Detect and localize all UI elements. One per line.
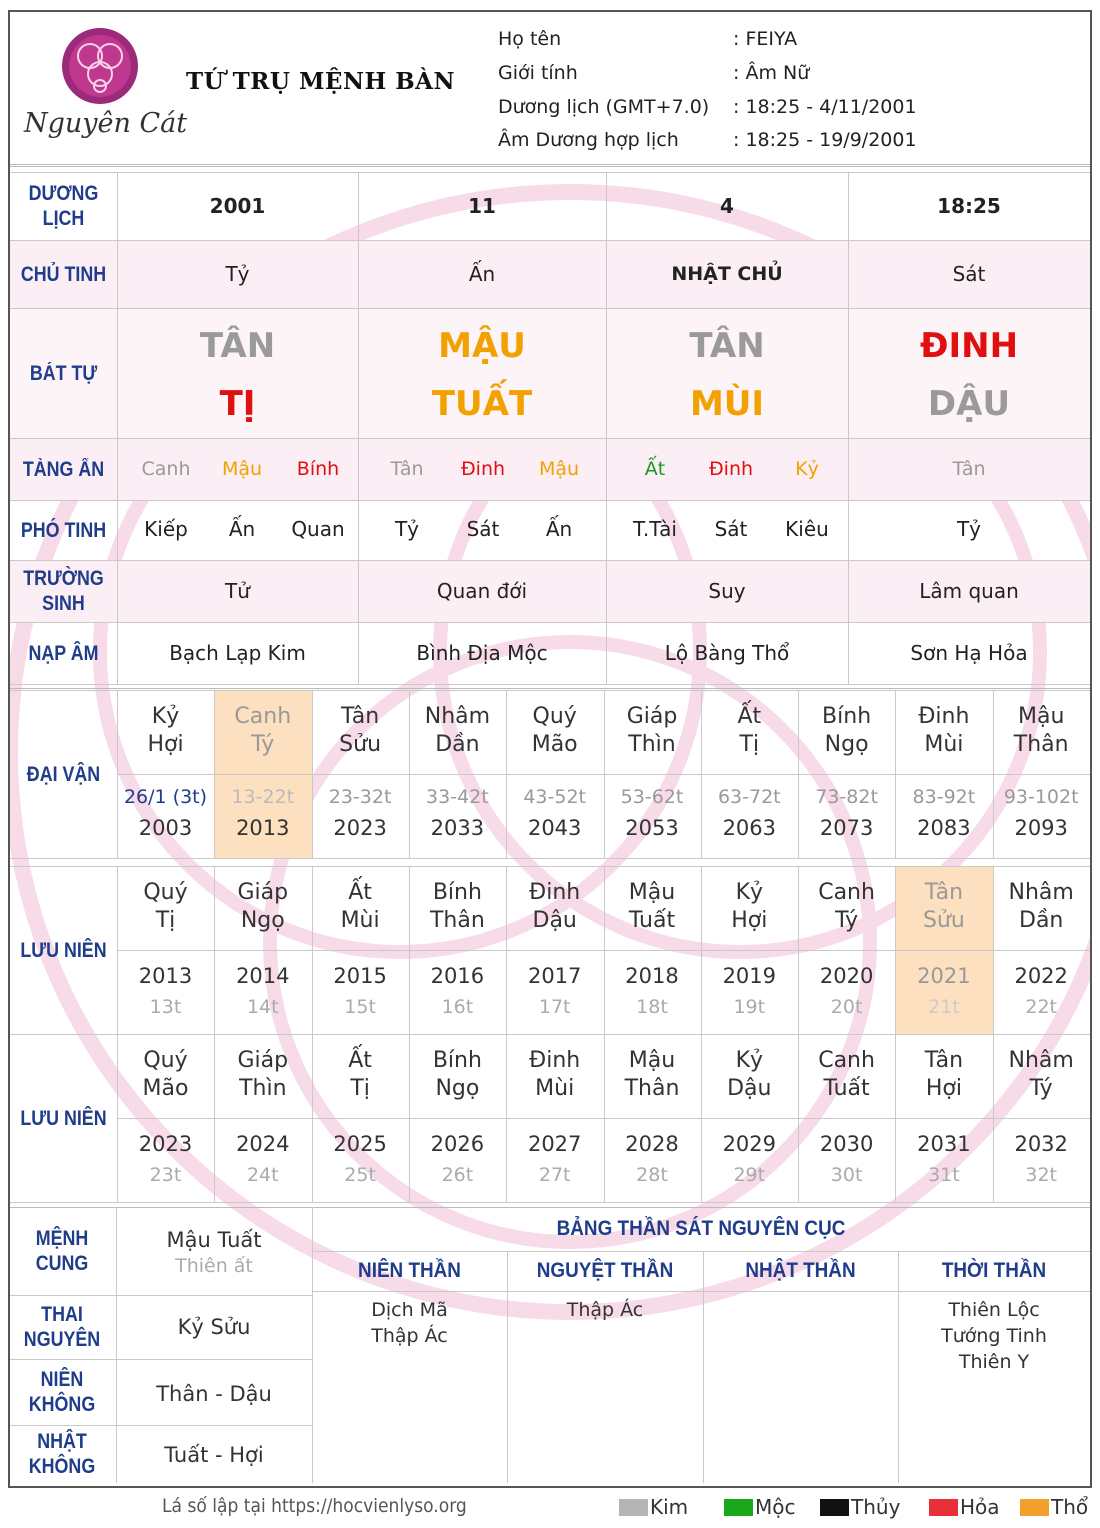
cycle-year: 2014 (236, 964, 290, 988)
legend-label: Kim (650, 1495, 689, 1519)
cycle-branch: Thân (1013, 732, 1069, 757)
divider (507, 1251, 508, 1483)
nien-khong-value: Thân - Dậu (156, 1382, 272, 1406)
cycle-stem: Quý (143, 1048, 188, 1073)
cycle-branch: Tý (251, 732, 275, 757)
cycle-year: 2013 (236, 816, 290, 840)
legend-swatch (929, 1499, 958, 1516)
than-sat-item: Thập Ác (371, 1325, 448, 1347)
cycle-year: 2015 (333, 964, 387, 988)
cycle-branch: Mùi (340, 908, 380, 933)
divider (10, 1034, 1090, 1035)
row-label-menh_cung: MỆNH CUNG (35, 1227, 89, 1275)
cycle-branch: Mùi (535, 1076, 575, 1101)
legend-label: Mộc (755, 1495, 796, 1519)
cycle-stem: Mậu (628, 880, 676, 905)
cycle-branch: Thân (624, 1076, 680, 1101)
sub-star: Kiêu (785, 517, 829, 541)
cycle-stem: Đinh (918, 704, 970, 729)
earthly-branch: TUẤT (431, 384, 533, 424)
hidden-stem: Ất (644, 458, 666, 480)
cycle-age: 83-92t (912, 786, 976, 808)
cycle-age: 93-102t (1003, 786, 1079, 808)
hidden-stem: Mậu (221, 458, 263, 480)
divider (1090, 1034, 1091, 1202)
solar-value: 11 (468, 194, 496, 218)
cycle-stem: Nhâm (424, 704, 491, 729)
info-value: : Âm Nữ (733, 62, 810, 84)
row-label-nien_khong: NIÊN KHÔNG (28, 1368, 96, 1416)
legend-hoa (929, 1495, 1000, 1519)
footer (0, 1490, 1100, 1528)
logo-icon (60, 26, 140, 106)
life-stage: Lâm quan (919, 579, 1019, 603)
hidden-stem: Kỷ (795, 458, 819, 480)
heavenly-stem: ĐINH (919, 326, 1019, 366)
chart-sheet (8, 10, 1092, 1488)
cycle-year: 2032 (1014, 1132, 1068, 1156)
page-title: TỨ TRỤ MỆNH BÀN (186, 68, 456, 95)
legend-swatch (724, 1499, 753, 1516)
cycle-stem: Quý (532, 704, 577, 729)
cycle-stem: Tân (924, 1048, 964, 1073)
cycle-branch: Dậu (727, 1076, 772, 1101)
menh-cung-sub: Thiên ất (175, 1255, 253, 1277)
heavenly-stem: MẬU (438, 326, 526, 366)
solar-value: 18:25 (937, 194, 1001, 218)
legend-moc (724, 1495, 796, 1519)
sub-star: Ấn (545, 517, 573, 541)
hidden-stem: Đinh (460, 458, 506, 480)
row-label-luu_nien_1: LƯU NIÊN (20, 938, 107, 962)
row-label-thai_nguyen: THAI NGUYÊN (23, 1303, 101, 1351)
hidden-stem: Bính (296, 458, 340, 480)
than-sat-item: Dịch Mã (371, 1299, 448, 1321)
cycle-stem: Canh (818, 880, 875, 905)
hidden-stem: Mậu (538, 458, 580, 480)
cycle-branch: Mùi (924, 732, 964, 757)
cycle-year: 2023 (333, 816, 387, 840)
cycle-age: 26t (441, 1164, 474, 1186)
divider (10, 1425, 312, 1426)
cycle-branch: Ngọ (435, 1076, 480, 1101)
info-label: Họ tên (498, 28, 562, 50)
info-solar-row (498, 96, 917, 118)
than-sat-head: NHẬT THẦN (745, 1259, 856, 1282)
row-label-bat_tu: BÁT TỰ (29, 361, 98, 385)
cycle-stem: Bính (822, 704, 872, 729)
cycle-year: 2033 (430, 816, 485, 840)
cycle-age: 24t (246, 1164, 279, 1186)
nhat-khong-value: Tuất - Hợi (164, 1443, 264, 1467)
cycle-year: 2043 (527, 816, 582, 840)
divider (10, 500, 1090, 501)
cycle-age: 20t (830, 996, 863, 1018)
info-value: : FEIYA (733, 28, 798, 50)
row-label-nap_am: NẠP ÂM (28, 641, 99, 665)
info-label: Âm Dương hợp lịch (498, 129, 679, 151)
info-value: : 18:25 - 19/9/2001 (733, 129, 917, 151)
row-label-duong_lich: DƯƠNG LỊCH (28, 182, 99, 230)
cycle-branch: Ngọ (824, 732, 869, 757)
cycle-branch: Mão (531, 732, 578, 757)
info-gender-row (498, 62, 809, 84)
divider (10, 1202, 1090, 1203)
info-value: : 18:25 - 4/11/2001 (733, 96, 917, 118)
cycle-age: 18t (636, 996, 668, 1018)
than-sat-item: Thiên Y (958, 1351, 1030, 1373)
cycle-age: 13t (149, 996, 182, 1018)
cycle-year: 2026 (430, 1132, 485, 1156)
cycle-stem: Bính (432, 880, 482, 905)
cycle-stem: Canh (818, 1048, 875, 1073)
cycle-branch: Ngọ (240, 908, 285, 933)
main-star: Sát (952, 262, 986, 286)
cycle-age: 19t (733, 996, 766, 1018)
cycle-year: 2018 (625, 964, 679, 988)
divider (10, 308, 1090, 309)
legend-label: Hỏa (960, 1495, 1000, 1519)
cycle-year: 2029 (722, 1132, 777, 1156)
cycle-stem: Tân (340, 704, 380, 729)
main-star: Ấn (468, 262, 496, 286)
legend-label: Thủy (851, 1495, 901, 1519)
divider (10, 688, 1090, 689)
heavenly-stem: TÂN (199, 326, 276, 366)
cycle-age: 28t (636, 1164, 668, 1186)
footer-note: Lá số lập tại https://hocvienlyso.org (162, 1495, 467, 1517)
than-sat-head: THỜI THẦN (941, 1259, 1047, 1282)
cycle-branch: Thìn (239, 1076, 287, 1101)
cycle-age: 30t (830, 1164, 863, 1186)
info-lunar-row (498, 129, 917, 151)
life-stage: Quan đới (436, 579, 528, 603)
divider (10, 858, 1090, 859)
sub-star: Sát (714, 517, 748, 541)
earthly-branch: MÙI (689, 384, 765, 424)
cycle-branch: Tuất (628, 908, 676, 933)
row-label-luu_nien_2: LƯU NIÊN (20, 1106, 107, 1130)
than-sat-item: Thập Ác (566, 1299, 644, 1321)
menh-cung-value: Mậu Tuất (166, 1228, 262, 1252)
cycle-stem: Tân (924, 880, 964, 905)
cycle-year: 2083 (917, 816, 971, 840)
divider (10, 1207, 1090, 1208)
cycle-age: 53-62t (620, 786, 684, 808)
cycle-stem: Ất (737, 704, 762, 729)
than-sat-item: Thiên Lộc (948, 1299, 1040, 1321)
cycle-branch: Sửu (922, 908, 965, 933)
divider (1090, 866, 1091, 1034)
main-star: NHẬT CHỦ (671, 263, 783, 285)
cycle-age: 29t (733, 1164, 766, 1186)
divider (703, 1251, 704, 1483)
cycle-age: 26/1 (3t) (123, 786, 208, 808)
main-star: Tỷ (225, 262, 250, 286)
cycle-branch: Tý (835, 908, 859, 933)
cycle-branch: Hợi (925, 1076, 962, 1101)
cycle-stem: Đinh (529, 880, 581, 905)
cycle-stem: Kỷ (735, 1048, 764, 1073)
brand-name: Nguyên Cát (24, 108, 188, 139)
legend-swatch (1020, 1499, 1049, 1516)
divider (10, 1359, 312, 1360)
cycle-age: 43-52t (523, 786, 587, 808)
hidden-stem: Tân (390, 458, 424, 480)
cycle-age: 16t (441, 996, 474, 1018)
legend-swatch (820, 1499, 849, 1516)
sub-star: Sát (466, 517, 500, 541)
cycle-year: 2022 (1014, 964, 1068, 988)
divider (10, 690, 1090, 691)
cycle-age: 21t (928, 996, 960, 1018)
cycle-age: 13-22t (231, 786, 295, 808)
than-sat-item: Tướng Tinh (941, 1325, 1047, 1347)
cycle-age: 17t (538, 996, 571, 1018)
life-stage: Suy (708, 579, 746, 603)
cycle-year: 2027 (527, 1132, 582, 1156)
nap-am-value: Lộ Bàng Thổ (664, 641, 790, 665)
cycle-branch: Tý (1029, 1076, 1053, 1101)
earthly-branch: DẬU (927, 384, 1011, 424)
cycle-age: 33-42t (426, 786, 489, 808)
cycle-stem: Bính (432, 1048, 482, 1073)
sub-star: Kiếp (144, 517, 188, 541)
cycle-age: 22t (1025, 996, 1057, 1018)
cycle-stem: Mậu (1017, 704, 1065, 729)
hidden-stem: Canh (141, 458, 191, 480)
cycle-age: 27t (538, 1164, 571, 1186)
sub-star: Tỷ (394, 517, 420, 541)
row-label-truong_sinh: TRƯỜNG SINH (23, 567, 104, 615)
cycle-branch: Mão (142, 1076, 189, 1101)
than-sat-head: NGUYỆT THẦN (536, 1259, 674, 1282)
cycle-age: 25t (344, 1164, 376, 1186)
divider (10, 866, 1090, 867)
info-label: Dương lịch (GMT+7.0) (498, 96, 710, 118)
legend-thuy (820, 1495, 900, 1519)
cycle-stem: Kỷ (151, 704, 180, 729)
sub-star: Quan (291, 517, 345, 541)
cycle-year: 2063 (722, 816, 777, 840)
cycle-stem: Ất (348, 880, 372, 905)
cycle-year: 2028 (625, 1132, 679, 1156)
cycle-branch: Dần (1019, 908, 1064, 933)
cycle-branch: Dần (435, 732, 480, 757)
nap-am-value: Sơn Hạ Hỏa (910, 641, 1028, 665)
cycle-stem: Giáp (237, 1048, 289, 1073)
cycle-stem: Canh (234, 704, 292, 729)
than-sat-title: BẢNG THẦN SÁT NGUYÊN CỤC (556, 1217, 846, 1240)
cycle-year: 2025 (333, 1132, 387, 1156)
row-label-dai_van: ĐẠI VẬN (26, 762, 101, 786)
divider (312, 1251, 1090, 1252)
divider (10, 684, 1090, 685)
earthly-branch: TỊ (219, 384, 256, 424)
cycle-age: 63-72t (717, 786, 781, 808)
cycle-branch: Thìn (628, 732, 676, 757)
nap-am-value: Bình Địa Mộc (416, 641, 548, 665)
cycle-year: 2030 (819, 1132, 874, 1156)
cycle-branch: Tị (155, 908, 176, 933)
hidden-stem: Tân (952, 458, 986, 480)
sub-star: Tỷ (956, 517, 982, 541)
cycle-branch: Dậu (532, 908, 577, 933)
cycle-year: 2073 (819, 816, 874, 840)
divider (10, 1295, 312, 1296)
life-stage: Tử (225, 579, 250, 603)
cycle-year: 2019 (722, 964, 777, 988)
cycle-stem: Nhâm (1008, 880, 1074, 905)
cycle-age: 32t (1025, 1164, 1057, 1186)
row-label-pho_tinh: PHÓ TINH (20, 518, 107, 542)
sub-star: Ấn (228, 517, 256, 541)
row-label-tang_an: TÀNG ẨN (22, 457, 105, 481)
divider (10, 438, 1090, 439)
cycle-age: 31t (928, 1164, 960, 1186)
than-sat-head: NIÊN THẦN (358, 1259, 461, 1282)
cycle-branch: Hợi (147, 732, 184, 757)
cycle-age: 23-32t (328, 786, 392, 808)
cycle-year: 2031 (917, 1132, 971, 1156)
heavenly-stem: TÂN (689, 326, 765, 366)
legend-label: Thổ (1051, 1495, 1089, 1519)
cycle-branch: Tị (350, 1076, 370, 1101)
cycle-branch: Tuất (823, 1076, 870, 1101)
thai-nguyen-value: Kỷ Sửu (177, 1315, 251, 1339)
cycle-branch: Sửu (339, 732, 382, 757)
cycle-year: 2020 (819, 964, 874, 988)
cycle-age: 73-82t (815, 786, 878, 808)
cycle-age: 14t (246, 996, 279, 1018)
header (10, 12, 1090, 167)
legend-kim (619, 1495, 688, 1519)
row-label-chu_tinh: CHỦ TINH (20, 262, 107, 286)
sub-star: T.Tài (633, 517, 677, 541)
cycle-branch: Thân (429, 908, 485, 933)
divider (1090, 690, 1091, 858)
cycle-year: 2016 (430, 964, 485, 988)
cycle-year: 2003 (138, 816, 193, 840)
cycle-year: 2023 (138, 1132, 193, 1156)
cycle-stem: Nhâm (1008, 1048, 1074, 1073)
cycle-branch: Hợi (731, 908, 768, 933)
cycle-age: 15t (344, 996, 376, 1018)
cycle-stem: Đinh (529, 1048, 581, 1073)
cycle-year: 2093 (1014, 816, 1068, 840)
nap-am-value: Bạch Lạp Kim (169, 641, 306, 665)
cycle-stem: Giáp (237, 880, 289, 905)
cycle-year: 2021 (917, 964, 971, 988)
cycle-stem: Giáp (626, 704, 678, 729)
legend-swatch (619, 1499, 648, 1516)
cycle-branch: Tị (739, 732, 760, 757)
cycle-age: 23t (149, 1164, 182, 1186)
cycle-stem: Kỷ (735, 880, 764, 905)
info-label: Giới tính (498, 62, 578, 84)
cycle-year: 2017 (527, 964, 582, 988)
legend-tho (1020, 1495, 1088, 1519)
cycle-year: 2013 (138, 964, 193, 988)
solar-value: 4 (720, 194, 734, 218)
cycle-year: 2024 (236, 1132, 290, 1156)
hidden-stem: Đinh (708, 458, 754, 480)
cycle-stem: Ất (348, 1048, 372, 1073)
cycle-stem: Mậu (628, 1048, 676, 1073)
row-label-nhat_khong: NHẬT KHÔNG (28, 1430, 96, 1478)
cycle-year: 2053 (625, 816, 679, 840)
cycle-stem: Quý (143, 880, 188, 905)
solar-value: 2001 (209, 194, 266, 218)
info-name-row (498, 28, 797, 50)
divider (312, 1291, 1090, 1292)
